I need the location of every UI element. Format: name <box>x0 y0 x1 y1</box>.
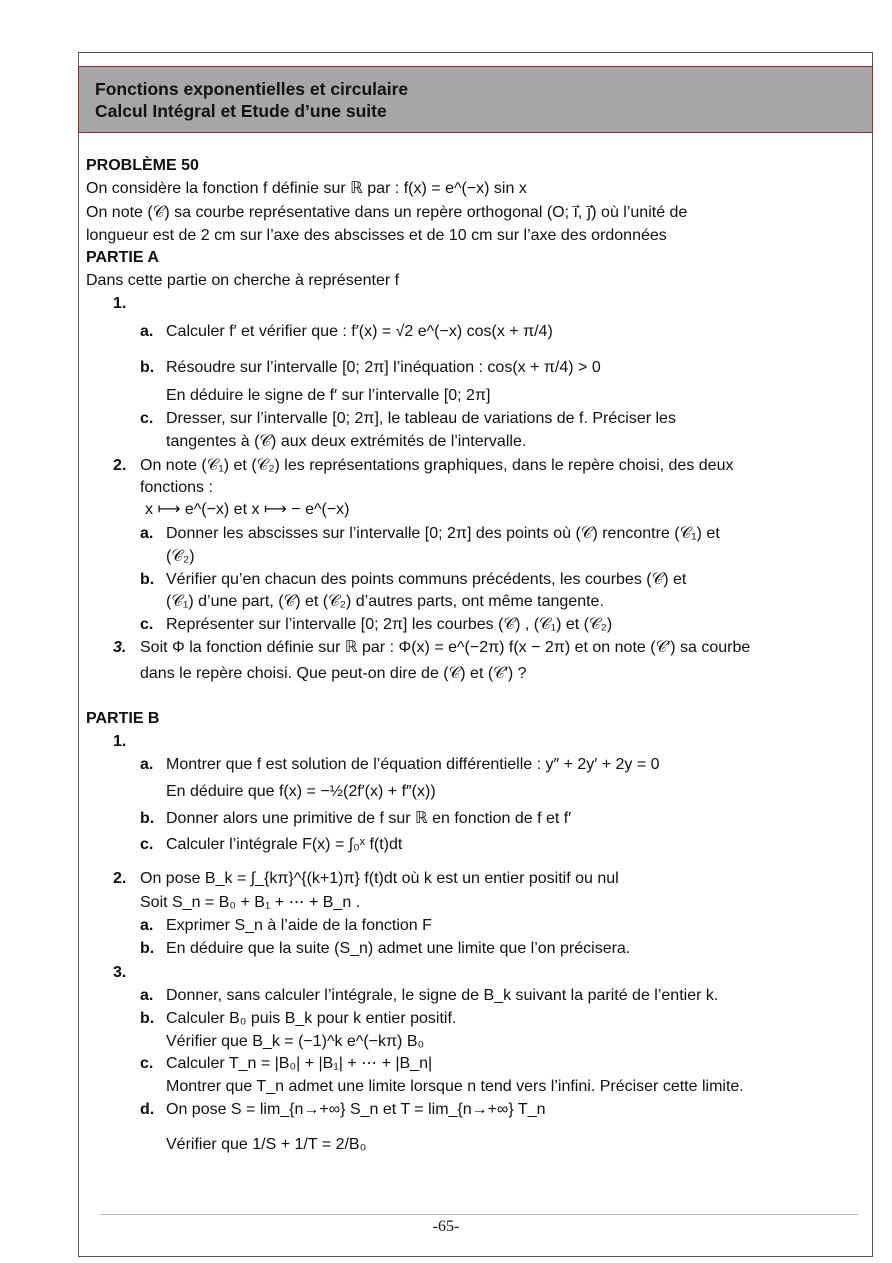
partB-q1c-label: c. <box>140 836 154 853</box>
partB-q1a-text-2: En déduire que f(x) = −½(2f′(x) + f″(x)) <box>166 783 436 800</box>
partB-q3b-text-2: Vérifier que B_k = (−1)^k e^(−kπ) B₀ <box>166 1033 425 1050</box>
partA-intro: Dans cette partie on cherche à représenter f <box>86 272 400 289</box>
partB-q3d-text: On pose S = lim_{n→+∞} S_n et T = lim_{n→+∞} T_n <box>166 1101 546 1118</box>
chapter-title-line2: Calcul Intégral et Etude d’une suite <box>95 101 387 121</box>
partA-q3-text: Soit Φ la fonction définie sur ℝ par : Φ(x) = e^(−2π) f(x − 2π) et on note (𝒞′) sa courbe <box>140 639 751 656</box>
partA-q2b-text-2: (𝒞₁) d’une part, (𝒞) et (𝒞₂) d’autres parts, ont même tangente. <box>166 593 604 610</box>
partA-q2-text-2: fonctions : <box>140 479 213 496</box>
partA-q1a-text: Calculer f′ et vérifier que : f′(x) = √2 e^(−x) cos(x + π/4) <box>166 323 553 340</box>
partB-title: PARTIE B <box>86 710 160 727</box>
partA-q1a-label: a. <box>140 323 154 340</box>
partA-q3-number: 3. <box>113 639 127 656</box>
partA-q1c-text: Dresser, sur l’intervalle [0; 2π], le tableau de variations de f. Préciser les <box>166 410 676 427</box>
partA-q2b-text: Vérifier qu’en chacun des points communs précédents, les courbes (𝒞) et <box>166 571 687 588</box>
partA-q1b-text: Résoudre sur l’intervalle [0; 2π] l’inéquation : cos(x + π/4) > 0 <box>166 359 601 376</box>
partA-q1c-text-2: tangentes à (𝒞) aux deux extrémités de l’intervalle. <box>166 433 527 450</box>
problem-intro-2: On note (𝒞) sa courbe représentative dans un repère orthogonal (O; i⃗, j⃗) où l’unité de <box>86 204 688 221</box>
partB-q3d-text-2: Vérifier que 1/S + 1/T = 2/B₀ <box>166 1136 367 1153</box>
chapter-title-line1: Fonctions exponentielles et circulaire <box>95 79 409 99</box>
partA-q2-number: 2. <box>113 457 127 474</box>
partA-q1b-label: b. <box>140 359 155 376</box>
partB-q1b-text: Donner alors une primitive de f sur ℝ en fonction de f et f′ <box>166 810 572 827</box>
partA-q2c-text: Représenter sur l’intervalle [0; 2π] les courbes (𝒞) , (𝒞₁) et (𝒞₂) <box>166 616 613 633</box>
partB-q2b-label: b. <box>140 940 155 957</box>
partB-q3a-label: a. <box>140 987 154 1004</box>
partA-q2a-text: Donner les abscisses sur l’intervalle [0; 2π] des points où (𝒞) rencontre (𝒞₁) et <box>166 525 720 542</box>
partA-q2a-text-2: (𝒞₂) <box>166 548 195 565</box>
partB-q3c-text-2: Montrer que T_n admet une limite lorsque n tend vers l’infini. Préciser cette limite. <box>166 1078 744 1095</box>
partA-q2-text: On note (𝒞₁) et (𝒞₂) les représentations graphiques, dans le repère choisi, des deux <box>140 457 734 474</box>
problem-intro-1: On considère la fonction f définie sur ℝ par : f(x) = e^(−x) sin x <box>86 180 527 197</box>
partB-q1c-text: Calculer l’intégrale F(x) = ∫₀ˣ f(t)dt <box>166 836 403 853</box>
partB-q2-number: 2. <box>113 870 127 887</box>
partA-q3-text-2: dans le repère choisi. Que peut-on dire de (𝒞) et (𝒞′) ? <box>140 665 527 682</box>
partB-q3b-label: b. <box>140 1010 155 1027</box>
partA-q1c-label: c. <box>140 410 154 427</box>
partB-q3c-text: Calculer T_n = |B₀| + |B₁| + ⋯ + |B_n| <box>166 1055 433 1072</box>
partB-q2-text-2: Soit S_n = B₀ + B₁ + ⋯ + B_n . <box>140 894 361 911</box>
partB-q1a-text: Montrer que f est solution de l’équation différentielle : y″ + 2y′ + 2y = 0 <box>166 756 660 773</box>
partB-q2a-label: a. <box>140 917 154 934</box>
partB-q3a-text: Donner, sans calculer l’intégrale, le signe de B_k suivant la parité de l’entier k. <box>166 987 719 1004</box>
problem-title: PROBLÈME 50 <box>86 157 199 174</box>
partB-q2a-text: Exprimer S_n à l’aide de la fonction F <box>166 917 432 934</box>
footer-divider <box>100 1214 858 1215</box>
partB-q3b-text: Calculer B₀ puis B_k pour k entier positif. <box>166 1010 457 1027</box>
partA-q2b-label: b. <box>140 571 155 588</box>
partB-q3d-label: d. <box>140 1101 155 1118</box>
partA-q2a-label: a. <box>140 525 154 542</box>
partB-q2-text: On pose B_k = ∫_{kπ}^{(k+1)π} f(t)dt où k est un entier positif ou nul <box>140 870 619 887</box>
page-number: -65- <box>432 1218 460 1235</box>
partB-q1b-label: b. <box>140 810 155 827</box>
partB-q2b-text: En déduire que la suite (S_n) admet une limite que l’on précisera. <box>166 940 631 957</box>
partA-q2-functions: x ⟼ e^(−x) et x ⟼ − e^(−x) <box>145 501 350 518</box>
partB-q3c-label: c. <box>140 1055 154 1072</box>
partB-q1-number: 1. <box>113 733 127 750</box>
partA-title: PARTIE A <box>86 249 159 266</box>
partA-q2c-label: c. <box>140 616 154 633</box>
chapter-header <box>78 66 873 133</box>
partB-q3-number: 3. <box>113 964 127 981</box>
partB-q1a-label: a. <box>140 756 154 773</box>
partA-q1-number: 1. <box>113 295 127 312</box>
partA-q1b-text-2: En déduire le signe de f′ sur l’intervalle [0; 2π] <box>166 387 491 404</box>
problem-intro-3: longueur est de 2 cm sur l’axe des abscisses et de 10 cm sur l’axe des ordonnées <box>86 227 667 244</box>
